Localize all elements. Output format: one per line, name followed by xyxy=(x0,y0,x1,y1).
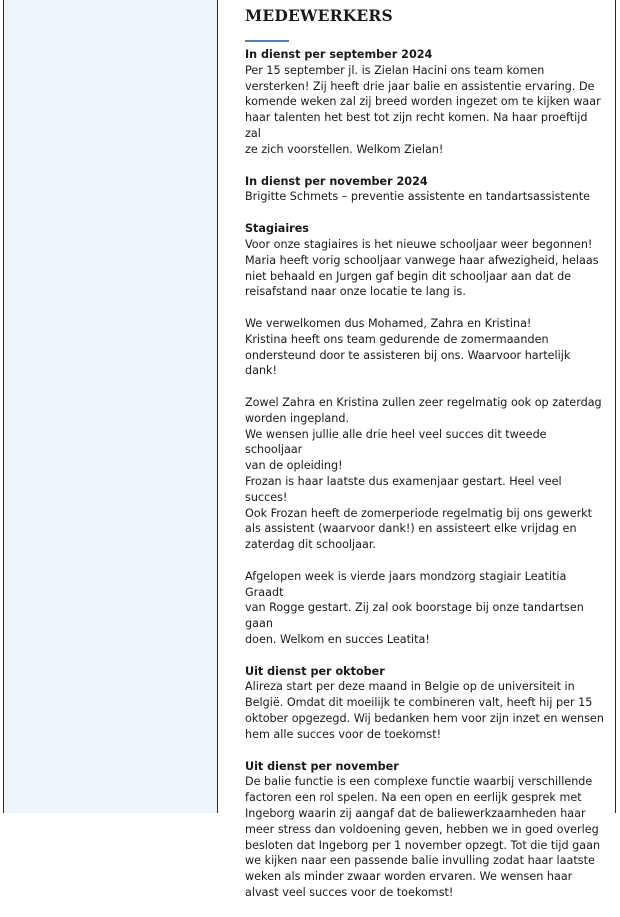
section-uit-dienst-november xyxy=(245,759,605,901)
section-paragraph: Zowel Zahra en Kristina zullen zeer regelmatig ook op zaterdag worden ingepland. We wensen jullie alle drie heel veel succes dit tweede schooljaar van de opleiding! Frozan is haar laatste dus examenjaar gestart. Heel veel succes! Ook Frozan heeft de zomerperiode regelmatig bij ons gewerkt als assistent (waarvoor dank!) en assisteert elke vrijdag en zaterdag dit schooljaar. xyxy=(245,395,602,552)
section-in-dienst-november xyxy=(245,174,605,206)
section-heading: In dienst per september 2024 xyxy=(245,48,433,61)
section-paragraph: De balie functie is een complexe functie waarbij verschillende factoren een rol spelen. Na een open en eerlijk gesprek met Ingeborg waarin zij aangaf dat de baliewerkzaamheden haar meer stress dan voldoening geven, hebben we in goed overleg besloten dat Ingeborg per 1 november opzegt. Tot die tijd gaan we kijken naar een passende balie invulling zodat haar laatste weken als minder zwaar worden ervaren. We wensen haar alvast veel succes voor de toekomst! xyxy=(245,775,601,900)
section-heading: In dienst per november 2024 xyxy=(245,174,428,188)
sidebar-panel xyxy=(3,0,218,813)
section-paragraph: Afgelopen week is vierde jaars mondzorg stagiair Leatitia Graadt van Rogge gestart. Zij zal ook boorstage bij onze tandartsen gaan doen. Welkom en succes Leatita! xyxy=(245,569,584,646)
title-underline xyxy=(245,40,289,42)
section-paragraph: We verwelkomen dus Mohamed, Zahra en Kristina! Kristina heeft ons team gedurende de zomermaanden ondersteund door te assisteren bij ons. Waarvoor hartelijk dank! xyxy=(245,316,571,378)
section-heading: Uit dienst per november xyxy=(245,759,399,773)
page-title: MEDEWERKERS xyxy=(245,6,393,25)
main-content xyxy=(245,6,605,917)
section-paragraph: Per 15 september jl. is Zielan Hacini ons team komen versterken! Zij heeft drie jaar balie en assistentie ervaring. De komende weken zal zij breed worden ingezet om te kijken waar haar talenten het best tot zijn recht komen. Na haar proeftijd zal ze zich voorstellen. Welkom Zielan! xyxy=(245,63,601,156)
section-paragraph: Brigitte Schmets – preventie assistente en tandartsassistente xyxy=(245,190,591,204)
section-paragraph: Voor onze stagiaires is het nieuwe schooljaar weer begonnen! Maria heeft vorig schooljaar vanwege haar afwezigheid, helaas niet behaald en Jurgen gaf begin dit schooljaar aan dat de reisafstand naar onze locatie te lang is. xyxy=(245,237,599,299)
page-right-border xyxy=(615,0,616,813)
section-paragraph: Alireza start per deze maand in Belgie op de universiteit in België. Omdat dit moeilijk te combineren valt, heeft hij per 15 oktober opgezegd. Wij bedanken hem voor zijn inzet en wensen hem alle succes voor de toekomst! xyxy=(245,680,604,741)
section-stagiaires xyxy=(245,221,605,648)
section-heading: Uit dienst per oktober xyxy=(245,664,385,678)
section-in-dienst-september xyxy=(245,47,605,158)
section-heading: Stagiaires xyxy=(245,222,309,236)
section-uit-dienst-oktober xyxy=(245,664,605,743)
